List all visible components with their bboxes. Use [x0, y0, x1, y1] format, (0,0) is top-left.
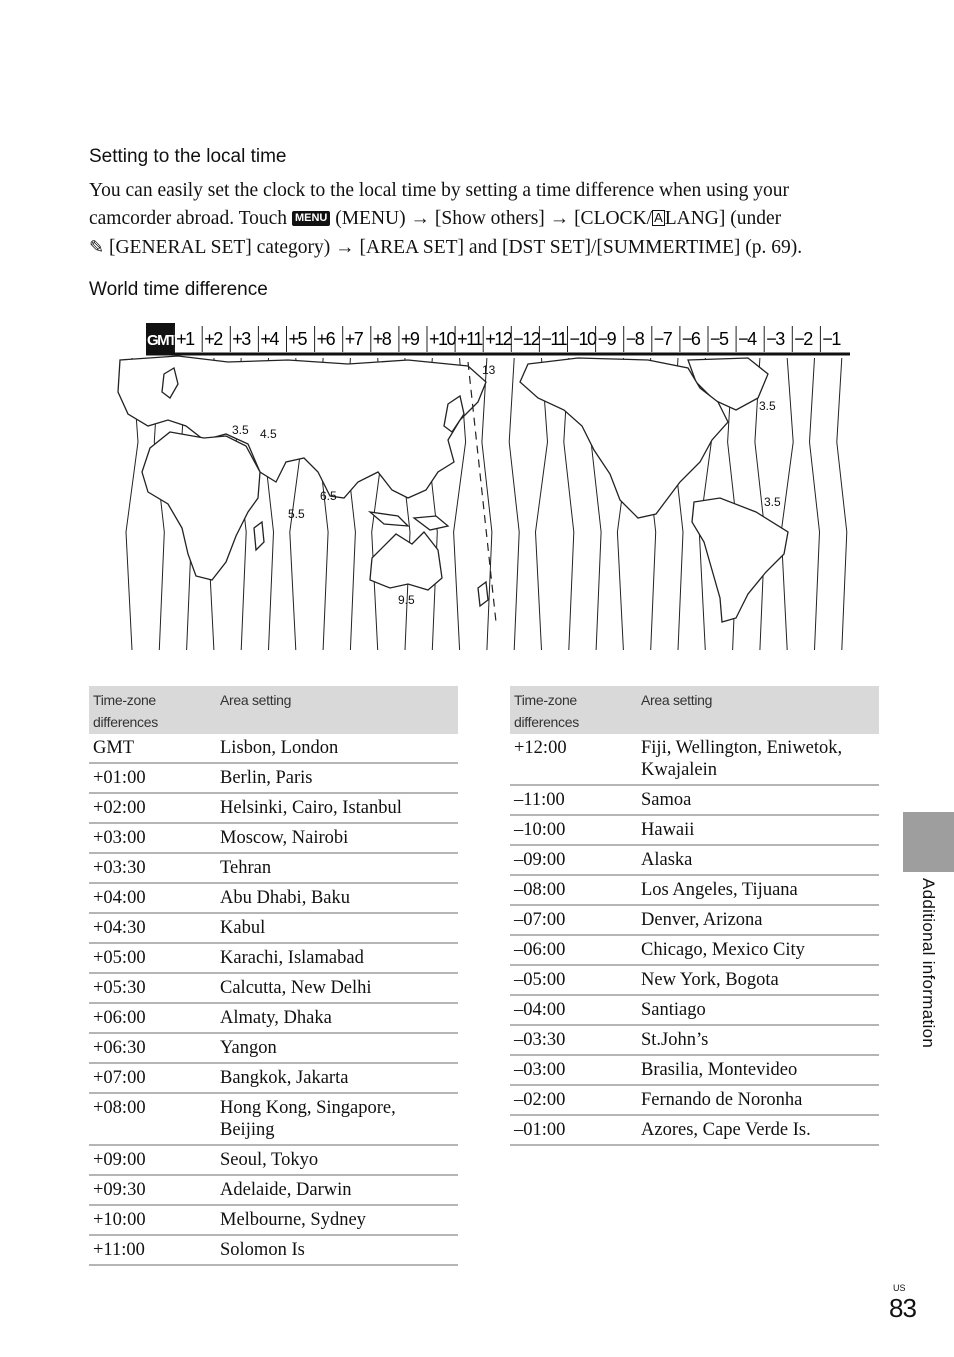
time-zone-offset: +01:00 — [89, 763, 216, 793]
indonesia-landmass — [370, 512, 408, 526]
table-row — [89, 883, 458, 913]
zone-label: +6 — [316, 329, 335, 349]
zone-label: −3 — [766, 329, 784, 349]
area-setting: Chicago, Mexico City — [637, 935, 879, 965]
zone-label: −10 — [569, 329, 596, 349]
new-zealand-landmass — [478, 582, 488, 606]
time-zone-offset: +02:00 — [89, 793, 216, 823]
africa-landmass — [142, 432, 260, 580]
column-header-time-zone: Time-zone differences — [510, 686, 637, 734]
intro-text: camcorder abroad. Touch — [89, 208, 292, 229]
table-row — [510, 734, 879, 785]
language-icon: A — [654, 210, 663, 225]
section-tab — [903, 812, 954, 872]
area-setting: Almaty, Dhaka — [216, 1003, 458, 1033]
table-row — [89, 973, 458, 1003]
zone-label: +11 — [457, 329, 482, 349]
time-zone-offset: +04:00 — [89, 883, 216, 913]
zone-label: −7 — [653, 329, 672, 349]
zone-label: −11 — [541, 329, 567, 349]
area-setting: Bangkok, Jakarta — [216, 1063, 458, 1093]
intro-text: [CLOCK/ — [569, 208, 653, 229]
zone-boundary-line — [781, 358, 793, 650]
table-row — [510, 875, 879, 905]
time-zone-offset: +03:30 — [89, 853, 216, 883]
area-setting: Kabul — [216, 913, 458, 943]
time-zone-offset: +06:00 — [89, 1003, 216, 1033]
zone-label: −4 — [738, 329, 756, 349]
arrow-icon: → — [549, 208, 570, 229]
table-row — [510, 1115, 879, 1145]
arrow-icon: → — [410, 208, 430, 229]
area-setting: Berlin, Paris — [216, 763, 458, 793]
zone-label: −12 — [513, 329, 540, 349]
time-zone-offset: –08:00 — [510, 875, 637, 905]
time-zone-offset: +11:00 — [89, 1235, 216, 1265]
zone-label: +12 — [485, 329, 512, 349]
table-row — [89, 913, 458, 943]
time-zone-offset: –09:00 — [510, 845, 637, 875]
area-setting: Los Angeles, Tijuana — [637, 875, 879, 905]
column-header-area: Area setting — [637, 686, 879, 734]
zone-boundary-line — [810, 358, 820, 650]
table-row — [510, 995, 879, 1025]
zone-label: +3 — [232, 329, 250, 349]
table-row — [89, 1235, 458, 1265]
table-row — [510, 785, 879, 815]
menu-icon: MENU — [292, 211, 330, 226]
time-zone-offset: +08:00 — [89, 1093, 216, 1145]
table-row — [89, 763, 458, 793]
table-header-row — [89, 686, 458, 734]
intro-text: LANG] (under — [664, 208, 782, 229]
area-setting: Fiji, Wellington, Eniwetok, Kwajalein — [637, 734, 879, 785]
area-setting: Yangon — [216, 1033, 458, 1063]
table-row — [510, 965, 879, 995]
table-row — [89, 1145, 458, 1175]
area-setting: Karachi, Islamabad — [216, 943, 458, 973]
intro-text: [Show others] — [429, 208, 550, 229]
continents — [118, 356, 788, 622]
map-offset-annotation: 3.5 — [232, 423, 249, 437]
page-number: 83 — [889, 1293, 916, 1323]
time-zone-offset: –03:00 — [510, 1055, 637, 1085]
area-setting: Seoul, Tokyo — [216, 1145, 458, 1175]
area-setting: Helsinki, Cairo, Istanbul — [216, 793, 458, 823]
zone-label: +8 — [372, 329, 391, 349]
section-heading-world-time: World time difference — [89, 279, 268, 300]
zone-boundary-line — [837, 358, 847, 650]
new-guinea-landmass — [414, 516, 448, 530]
south-america-landmass — [692, 498, 788, 622]
table-row — [510, 815, 879, 845]
area-setting: Abu Dhabi, Baku — [216, 883, 458, 913]
map-offset-annotation: 6.5 — [320, 489, 337, 503]
general-settings-icon: ✎ — [89, 237, 105, 257]
area-setting: Brasilia, Montevideo — [637, 1055, 879, 1085]
table-row — [89, 793, 458, 823]
area-setting: Hong Kong, Singapore, Beijing — [216, 1093, 458, 1145]
intro-paragraph — [89, 177, 869, 262]
area-setting: Calcutta, New Delhi — [216, 973, 458, 1003]
zone-label: −5 — [710, 329, 728, 349]
table-row — [510, 905, 879, 935]
area-setting: Melbourne, Sydney — [216, 1205, 458, 1235]
time-zone-offset: –07:00 — [510, 905, 637, 935]
table-row — [89, 1175, 458, 1205]
region-code: US — [893, 1283, 906, 1293]
time-zone-offset: –03:30 — [510, 1025, 637, 1055]
map-offset-annotation: 9.5 — [398, 593, 415, 607]
map-offset-annotation: 3.5 — [764, 495, 781, 509]
area-setting: Fernando de Noronha — [637, 1085, 879, 1115]
zone-label: −1 — [822, 329, 840, 349]
time-zone-table-left — [89, 686, 458, 1266]
time-zone-offset: –05:00 — [510, 965, 637, 995]
time-zone-offset: GMT — [89, 734, 216, 763]
area-setting: Denver, Arizona — [637, 905, 879, 935]
intro-line-2 — [89, 205, 869, 233]
zone-label: +4 — [260, 329, 278, 349]
zone-label: +10 — [429, 329, 456, 349]
north-america-landmass — [520, 358, 728, 518]
section-tab-label: Additional information — [919, 878, 938, 1049]
area-setting: Tehran — [216, 853, 458, 883]
zone-label: −6 — [681, 329, 700, 349]
column-header-area: Area setting — [216, 686, 458, 734]
table-row — [510, 845, 879, 875]
table-row — [89, 1205, 458, 1235]
zone-label: +9 — [400, 329, 419, 349]
table-row — [89, 823, 458, 853]
map-offset-annotation: 13 — [482, 363, 496, 377]
zone-label: GMT — [147, 332, 176, 349]
intro-text: [AREA SET] and [DST SET]/[SUMMERTIME] (p. 69). — [354, 237, 803, 258]
map-offset-annotation: 4.5 — [260, 427, 277, 441]
table-row — [89, 1093, 458, 1145]
table-row — [89, 1063, 458, 1093]
zone-label: +5 — [288, 329, 307, 349]
table-header-row — [510, 686, 879, 734]
intro-line-3 — [89, 233, 869, 262]
table-row — [89, 1003, 458, 1033]
zone-label: −8 — [625, 329, 644, 349]
map-offset-annotation: 3.5 — [759, 399, 776, 413]
zone-label: +2 — [204, 329, 222, 349]
area-setting: New York, Bogota — [637, 965, 879, 995]
time-zone-offset: –10:00 — [510, 815, 637, 845]
madagascar-landmass — [254, 522, 264, 550]
zone-boundary-line — [509, 358, 519, 650]
table-row — [89, 734, 458, 763]
table-row — [510, 1025, 879, 1055]
time-zone-offset: +07:00 — [89, 1063, 216, 1093]
table-row — [89, 1033, 458, 1063]
time-zone-offset: –01:00 — [510, 1115, 637, 1145]
arrow-icon: → — [335, 237, 355, 258]
table-row — [89, 943, 458, 973]
intro-text: (MENU) — [330, 208, 411, 229]
area-setting: Moscow, Nairobi — [216, 823, 458, 853]
column-header-time-zone: Time-zone differences — [89, 686, 216, 734]
zone-label: −9 — [597, 329, 616, 349]
time-zone-offset: +09:00 — [89, 1145, 216, 1175]
table-row — [510, 1055, 879, 1085]
time-zone-table-right — [510, 686, 879, 1146]
area-setting: Hawaii — [637, 815, 879, 845]
time-zone-offset: +03:00 — [89, 823, 216, 853]
time-zone-offset: +09:30 — [89, 1175, 216, 1205]
area-setting: Lisbon, London — [216, 734, 458, 763]
section-heading-local-time: Setting to the local time — [89, 146, 287, 167]
area-setting: St.John’s — [637, 1025, 879, 1055]
time-zone-offset: +06:30 — [89, 1033, 216, 1063]
zone-label: +1 — [176, 329, 194, 349]
zone-label: +7 — [344, 329, 363, 349]
australia-landmass — [370, 532, 442, 590]
area-setting: Santiago — [637, 995, 879, 1025]
intro-text: [GENERAL SET] category) — [104, 237, 336, 258]
intro-line-1: You can easily set the clock to the local time by setting a time difference when using your — [89, 180, 790, 201]
zone-labels — [147, 329, 841, 349]
time-zone-offset: +12:00 — [510, 734, 637, 785]
zone-label: −2 — [794, 329, 812, 349]
table-row — [510, 935, 879, 965]
time-zone-offset: –11:00 — [510, 785, 637, 815]
time-zone-offset: +04:30 — [89, 913, 216, 943]
time-zone-offset: –02:00 — [510, 1085, 637, 1115]
time-zone-offset: +10:00 — [89, 1205, 216, 1235]
time-zone-offset: –06:00 — [510, 935, 637, 965]
table-row — [510, 1085, 879, 1115]
time-zone-offset: +05:00 — [89, 943, 216, 973]
world-time-zone-map — [108, 322, 853, 652]
area-setting: Alaska — [637, 845, 879, 875]
map-offset-annotation: 5.5 — [288, 507, 305, 521]
table-row — [89, 853, 458, 883]
area-setting: Azores, Cape Verde Is. — [637, 1115, 879, 1145]
area-setting: Solomon Is — [216, 1235, 458, 1265]
area-setting: Samoa — [637, 785, 879, 815]
time-zone-offset: –04:00 — [510, 995, 637, 1025]
time-zone-offset: +05:30 — [89, 973, 216, 1003]
area-setting: Adelaide, Darwin — [216, 1175, 458, 1205]
